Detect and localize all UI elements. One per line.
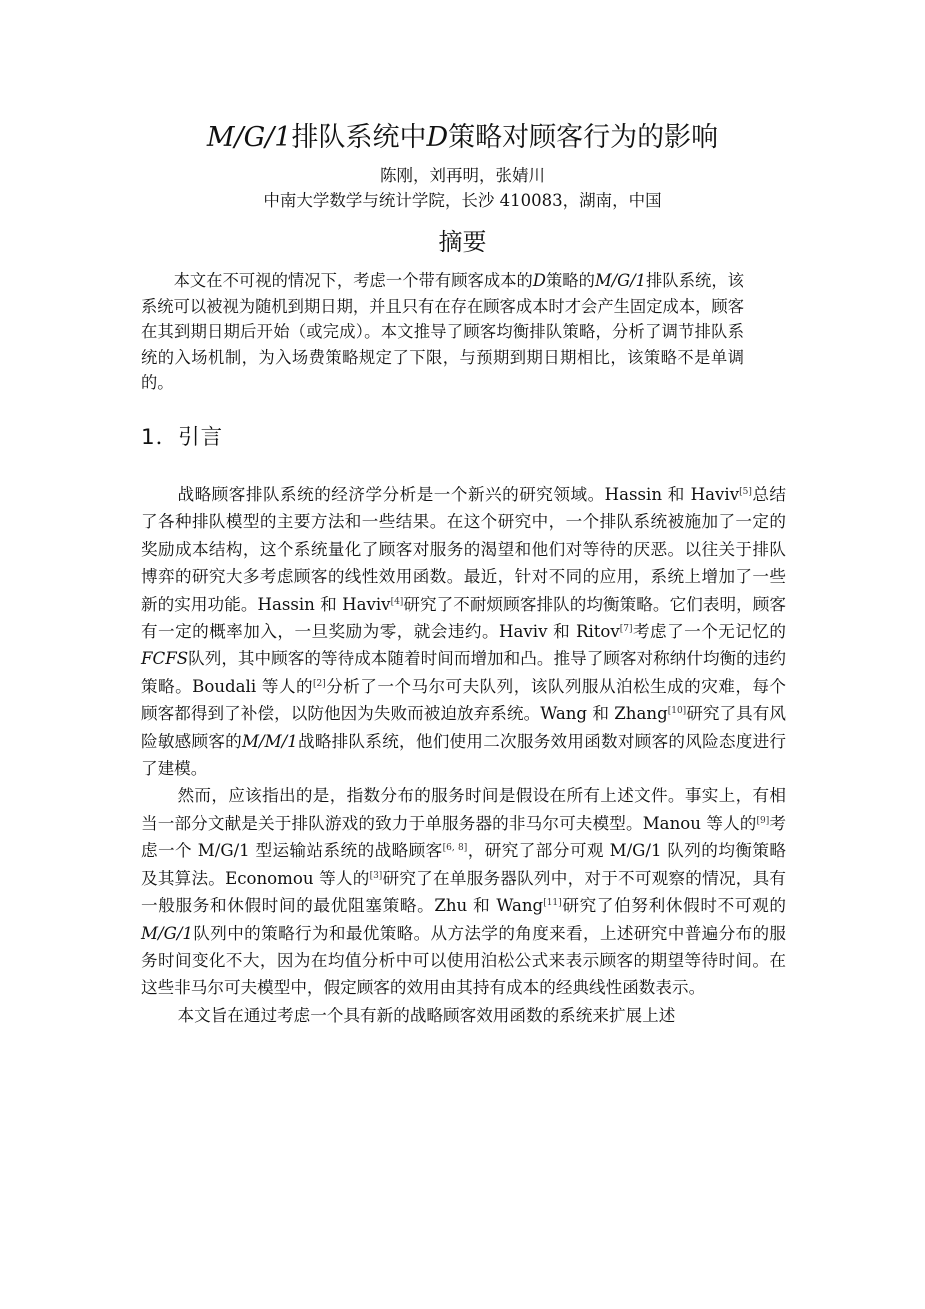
abstract-text: 策略的 — [545, 271, 595, 290]
inline-math: M/G/1 — [141, 923, 193, 943]
title-policy-variable: D — [426, 122, 449, 153]
title-text-2: 策略对顾客行为的影响 — [448, 122, 719, 153]
body-text: 总结了各种排队模型的主要方法和一些结果。在这个研究中，一个排队系统被施加了一定的奖励成本结构，这个系统量化了顾客对服务的渴望和他们对等待的厌恶。以往关于排队博弈的研究大多考虑顾客的线性效用函数。最近，针对不同的应用，系统上增加了一些新的实用功能。Hassin 和 Haviv — [141, 485, 786, 614]
body-text: 然而，应该指出的是，指数分布的服务时间是假设在所有上述文件。事实上，有相当一部分文献是关于排队游戏的致力于单服务器的非马尔可夫模型。Manou 等人的 — [141, 786, 786, 833]
citation: [11] — [543, 898, 562, 909]
body-text: 队列中的策略行为和最优策略。从方法学的角度来看，上述研究中普遍分布的服务时间变化不大，因为在均值分析中可以使用泊松公式来表示顾客的期望等待时间。在这些非马尔可夫模型中，假定顾客的效用由其持有成本的经典线性函数表示。 — [141, 923, 786, 998]
author-affiliation: 中南大学数学与统计学院，长沙 410083，湖南，中国 — [263, 191, 662, 210]
body-text: 考虑一个 M/G/1 型运输站系统的战略顾客 — [141, 813, 787, 861]
body-paragraph-2 — [141, 782, 786, 1001]
introduction-body — [141, 481, 786, 1029]
abstract-text: 本文在不可视的情况下，考虑一个带有顾客成本的 — [173, 271, 533, 290]
citation: [3] — [369, 870, 383, 881]
body-text: ，研究了部分可观 M/G/1 队列的均衡策略及其算法。Economou 等人的 — [141, 841, 786, 888]
citation: [2] — [313, 678, 326, 689]
body-paragraph-1 — [141, 481, 786, 782]
abstract-text: 排队系统，该系统可以被视为随机到期日期，并且只有在存在顾客成本时才会产生固定成本，顾客在其到期日期后开始（或完成）。本文推导了顾客均衡排队策略，分析了调节排队系统的入场机制，为入场费策略规定了下限，与预期到期日期相比，该策略不是单调的。 — [141, 271, 744, 392]
citation: [6, 8] — [442, 843, 468, 854]
body-paragraph-3 — [141, 1002, 786, 1029]
citation: [10] — [667, 706, 687, 717]
citation: [4] — [390, 596, 404, 607]
citation: [9] — [756, 815, 770, 826]
author-list: 陈刚，刘再明，张婧川 — [380, 166, 545, 185]
title-text-1: 排队系统中 — [291, 122, 427, 153]
section-heading-introduction: 1．引言 — [141, 425, 224, 450]
title-model-notation: M/G/1 — [206, 122, 292, 153]
body-text: 研究了不耐烦顾客排队的均衡策略。它们表明，顾客有一定的概率加入，一旦奖励为零，就会违约。Haviv 和 Ritov — [141, 594, 787, 642]
inline-math: FCFS — [141, 649, 189, 669]
body-text: 本文旨在通过考虑一个具有新的战略顾客效用函数的系统来扩展上述 — [177, 1005, 676, 1025]
paper-title — [0, 118, 925, 158]
abstract-heading: 摘要 — [438, 228, 487, 256]
body-text: 战略排队系统，他们使用二次服务效用函数对顾客的风险态度进行了建模。 — [141, 731, 787, 779]
inline-math: M/M/1 — [242, 731, 298, 751]
body-text: 研究了具有风险敏感顾客的 — [141, 704, 786, 751]
abstract-math: M/G/1 — [594, 271, 646, 290]
body-text: 研究了在单服务器队列中，对于不可观察的情况，具有一般服务和休假时间的最优阻塞策略。Zhu 和 Wang — [141, 868, 787, 916]
abstract-body — [141, 268, 744, 396]
body-text: 分析了一个马尔可夫队列，该队列服从泊松生成的灾难，每个顾客都得到了补偿，以防他因为失败而被迫放弃系统。Wang 和 Zhang — [141, 676, 787, 724]
body-text: 考虑了一个无记忆的 — [632, 622, 786, 642]
citation: [5] — [739, 487, 752, 497]
abstract-math: D — [532, 271, 546, 290]
body-text: 战略顾客排队系统的经济学分析是一个新兴的研究领域。Hassin 和 Haviv — [177, 485, 740, 504]
body-text: 队列，其中顾客的等待成本随着时间而增加和凸。推导了顾客对称纳什均衡的违约策略。Boudali 等人的 — [141, 649, 786, 696]
body-text: 研究了伯努利休假时不可观的 — [561, 896, 786, 916]
citation: [7] — [619, 624, 633, 635]
abstract-paragraph — [141, 268, 744, 396]
